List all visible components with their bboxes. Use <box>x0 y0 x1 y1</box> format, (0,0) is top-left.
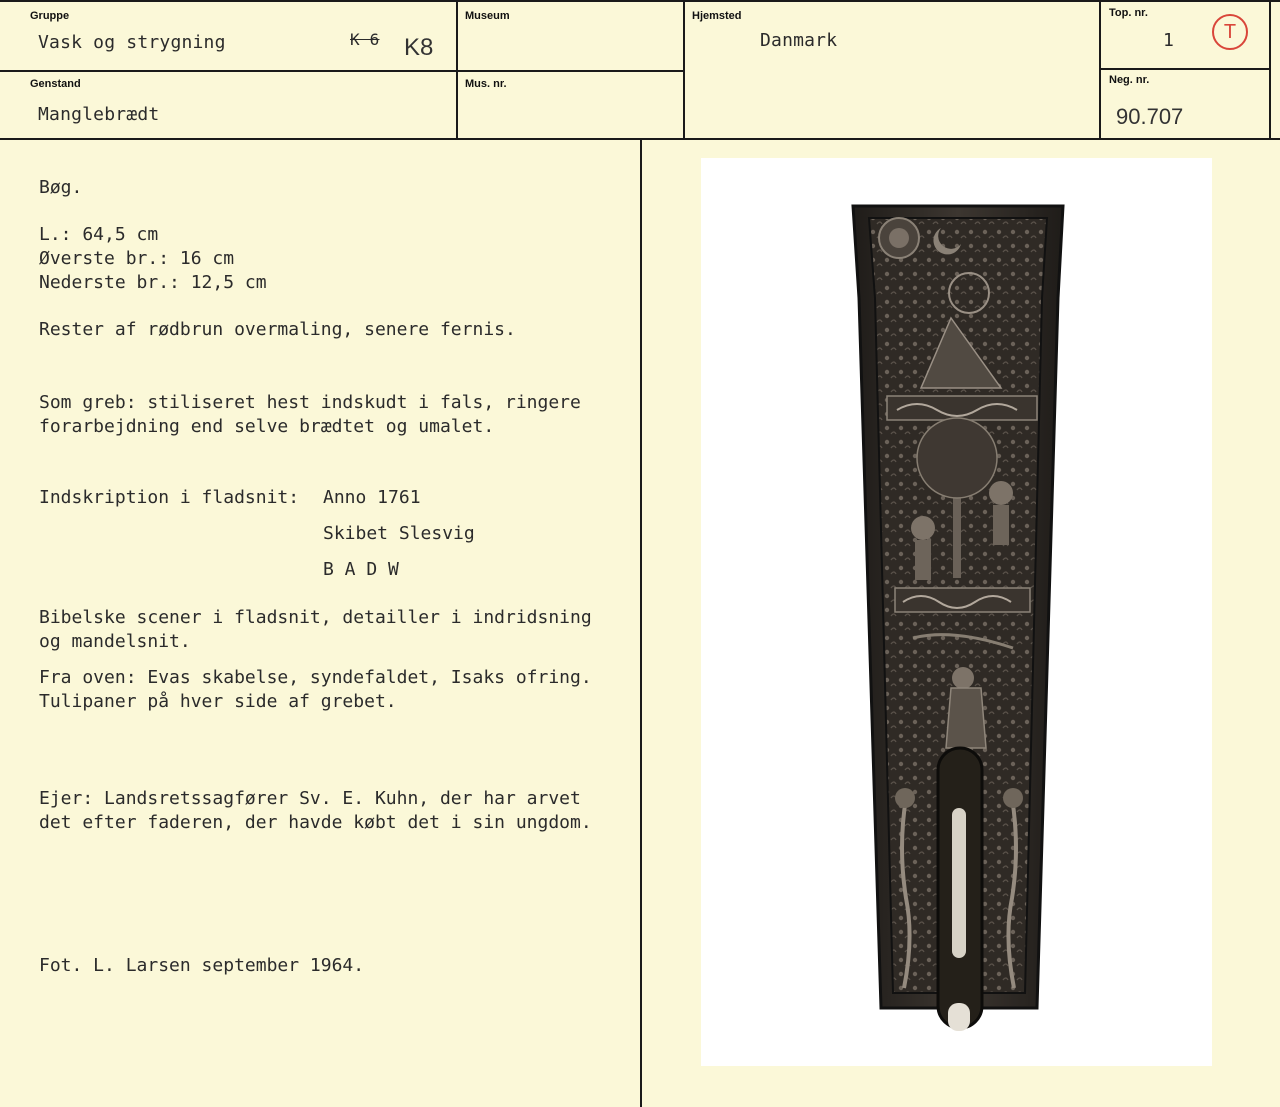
top-nr-value: 1 <box>1163 30 1175 51</box>
col-divider-right-edge <box>1269 0 1271 138</box>
order-line-1: Fra oven: Evas skabelse, syndefaldet, Isaks ofring. <box>39 667 592 688</box>
handle-note-line-2: forarbejdning end selve brædtet og umalet. <box>39 416 495 437</box>
inscription-line-2: Skibet Slesvig <box>323 523 475 544</box>
handle-note-line-1: Som greb: stiliseret hest indskudt i fals, ringere <box>39 392 581 413</box>
top-border <box>0 0 1280 2</box>
genstand-value: Manglebrædt <box>38 104 160 125</box>
scenes-line-1: Bibelske scener i fladsnit, detailler i indridsning <box>39 607 592 628</box>
hjemsted-label: Hjemsted <box>692 10 742 22</box>
gruppe-code-new: K8 <box>404 34 434 61</box>
col-divider-museum <box>456 0 458 138</box>
owner-line-1: Ejer: Landsretssagfører Sv. E. Kuhn, der har arvet <box>39 788 581 809</box>
row-divider-left <box>0 70 684 72</box>
mus-nr-label: Mus. nr. <box>465 78 507 90</box>
row-divider-right <box>1100 68 1270 70</box>
col-divider-topnr <box>1099 0 1101 138</box>
gruppe-label: Gruppe <box>30 10 70 22</box>
mangle-board-image <box>701 158 1212 1066</box>
paint-note-text: Rester af rødbrun overmaling, senere fernis. <box>39 319 516 340</box>
inscription-label: Indskription i fladsnit: <box>39 487 300 508</box>
gruppe-value: Vask og strygning <box>38 32 226 53</box>
top-width-text: Øverste br.: 16 cm <box>39 248 235 269</box>
gruppe-code-old: K 6 <box>350 30 380 49</box>
top-nr-label: Top. nr. <box>1109 7 1148 19</box>
owner-line-2: det efter faderen, der havde købt det i sin ungdom. <box>39 812 592 833</box>
body-divider <box>640 140 642 1107</box>
stamp-mark: T <box>1212 14 1248 50</box>
photo-credit: Fot. L. Larsen september 1964. <box>39 955 365 976</box>
bottom-width-text: Nederste br.: 12,5 cm <box>39 272 267 293</box>
genstand-label: Genstand <box>30 78 81 90</box>
material-text: Bøg. <box>39 177 83 198</box>
neg-nr-value: 90.707 <box>1116 104 1184 129</box>
museum-label: Museum <box>465 10 510 22</box>
col-divider-hjemsted <box>683 0 685 138</box>
inscription-line-1: Anno 1761 <box>323 487 421 508</box>
length-text: L.: 64,5 cm <box>39 224 159 245</box>
scenes-line-2: og mandelsnit. <box>39 631 191 652</box>
object-photo <box>701 158 1212 1066</box>
inscription-line-3: B A D W <box>323 559 399 580</box>
order-line-2: Tulipaner på hver side af grebet. <box>39 691 397 712</box>
hjemsted-value: Danmark <box>760 30 838 51</box>
neg-nr-label: Neg. nr. <box>1109 74 1150 86</box>
